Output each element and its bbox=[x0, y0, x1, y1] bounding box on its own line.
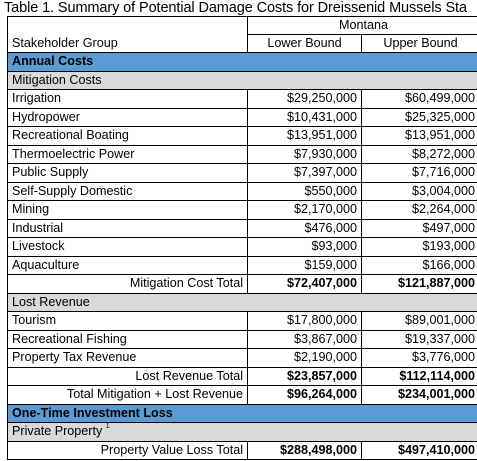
subsection-lost-revenue-row bbox=[8, 293, 477, 312]
header-row-region bbox=[8, 17, 477, 35]
mitigation-group: Thermoelectric Power bbox=[8, 145, 248, 164]
table-row bbox=[8, 256, 477, 275]
mitigation-upper: $25,325,000 bbox=[362, 108, 477, 127]
mitigation-lower: $2,170,000 bbox=[248, 201, 362, 220]
mitigation-lower: $13,951,000 bbox=[248, 127, 362, 146]
lost-revenue-lower: $2,190,000 bbox=[248, 349, 362, 368]
subsection-private-property-row bbox=[8, 423, 477, 442]
table-row bbox=[8, 349, 477, 368]
mitigation-lower: $7,397,000 bbox=[248, 164, 362, 183]
table-row bbox=[8, 90, 477, 109]
property-total-upper: $497,410,000 bbox=[362, 441, 477, 460]
table-row bbox=[8, 164, 477, 183]
lost-revenue-total-upper: $112,114,000 bbox=[362, 367, 477, 386]
lost-revenue-lower: $3,867,000 bbox=[248, 330, 362, 349]
mitigation-lower: $159,000 bbox=[248, 256, 362, 275]
lost-revenue-upper: $19,337,000 bbox=[362, 330, 477, 349]
mitigation-total-row bbox=[8, 275, 477, 294]
mitigation-lower: $550,000 bbox=[248, 182, 362, 201]
table-row bbox=[8, 238, 477, 257]
lost-revenue-total-label: Lost Revenue Total bbox=[8, 367, 248, 386]
damage-costs-table bbox=[7, 16, 477, 460]
mitigation-total-upper: $121,887,000 bbox=[362, 275, 477, 294]
mitigation-group: Hydropower bbox=[8, 108, 248, 127]
table-row bbox=[8, 145, 477, 164]
upper-bound-header: Upper Bound bbox=[362, 35, 477, 53]
section-row-annual bbox=[8, 53, 477, 72]
lower-bound-header: Lower Bound bbox=[248, 35, 362, 53]
mitigation-upper: $166,000 bbox=[362, 256, 477, 275]
grand-total-lower: $96,264,000 bbox=[248, 386, 362, 405]
mitigation-group: Irrigation bbox=[8, 90, 248, 109]
lost-revenue-group: Property Tax Revenue bbox=[8, 349, 248, 368]
mitigation-total-lower: $72,407,000 bbox=[248, 275, 362, 294]
mitigation-group: Mining bbox=[8, 201, 248, 220]
footnote-marker: 1 bbox=[105, 423, 110, 431]
lost-revenue-lower: $17,800,000 bbox=[248, 312, 362, 331]
mitigation-lower: $10,431,000 bbox=[248, 108, 362, 127]
mitigation-lower: $93,000 bbox=[248, 238, 362, 257]
property-total-row bbox=[8, 441, 477, 460]
mitigation-group: Self-Supply Domestic bbox=[8, 182, 248, 201]
header-row-columns bbox=[8, 35, 477, 53]
lost-revenue-upper: $3,776,000 bbox=[362, 349, 477, 368]
lost-revenue-group: Tourism bbox=[8, 312, 248, 331]
lost-revenue-group: Recreational Fishing bbox=[8, 330, 248, 349]
table-row bbox=[8, 127, 477, 146]
table-row bbox=[8, 330, 477, 349]
mitigation-group: Aquaculture bbox=[8, 256, 248, 275]
subsection-lost-revenue: Lost Revenue bbox=[8, 293, 477, 312]
mitigation-group: Recreational Boating bbox=[8, 127, 248, 146]
mitigation-group: Industrial bbox=[8, 219, 248, 238]
mitigation-group: Livestock bbox=[8, 238, 248, 257]
table-row bbox=[8, 182, 477, 201]
mitigation-upper: $2,264,000 bbox=[362, 201, 477, 220]
mitigation-group: Public Supply bbox=[8, 164, 248, 183]
table-row bbox=[8, 108, 477, 127]
property-total-lower: $288,498,000 bbox=[248, 441, 362, 460]
mitigation-upper: $60,499,000 bbox=[362, 90, 477, 109]
stakeholder-header: Stakeholder Group bbox=[8, 35, 248, 53]
property-total-label: Property Value Loss Total bbox=[8, 441, 248, 460]
subsection-mitigation-costs: Mitigation Costs bbox=[8, 71, 477, 90]
subsection-row-mitigation bbox=[8, 71, 477, 90]
section-annual-costs: Annual Costs bbox=[8, 53, 477, 72]
mitigation-upper: $8,272,000 bbox=[362, 145, 477, 164]
mitigation-lower: $476,000 bbox=[248, 219, 362, 238]
section-one-time-investment-row bbox=[8, 404, 477, 423]
mitigation-upper: $7,716,000 bbox=[362, 164, 477, 183]
mitigation-upper: $497,000 bbox=[362, 219, 477, 238]
grand-total-label: Total Mitigation + Lost Revenue bbox=[8, 386, 248, 405]
mitigation-lower: $29,250,000 bbox=[248, 90, 362, 109]
private-property-label: Private Property bbox=[12, 424, 103, 439]
subsection-private-property bbox=[8, 423, 477, 442]
table-caption: Table 1. Summary of Potential Damage Costs for Dreissenid Mussels Sta bbox=[4, 0, 467, 16]
section-one-time-investment: One-Time Investment Loss bbox=[8, 404, 477, 423]
grand-total-row bbox=[8, 386, 477, 405]
table-row bbox=[8, 219, 477, 238]
header-empty-cell bbox=[8, 17, 248, 35]
mitigation-upper: $3,004,000 bbox=[362, 182, 477, 201]
lost-revenue-total-lower: $23,857,000 bbox=[248, 367, 362, 386]
mitigation-lower: $7,930,000 bbox=[248, 145, 362, 164]
mitigation-upper: $13,951,000 bbox=[362, 127, 477, 146]
table-row bbox=[8, 312, 477, 331]
mitigation-total-label: Mitigation Cost Total bbox=[8, 275, 248, 294]
region-header: Montana bbox=[248, 17, 477, 35]
grand-total-upper: $234,001,000 bbox=[362, 386, 477, 405]
table-row bbox=[8, 201, 477, 220]
lost-revenue-total-row bbox=[8, 367, 477, 386]
mitigation-upper: $193,000 bbox=[362, 238, 477, 257]
lost-revenue-upper: $89,001,000 bbox=[362, 312, 477, 331]
